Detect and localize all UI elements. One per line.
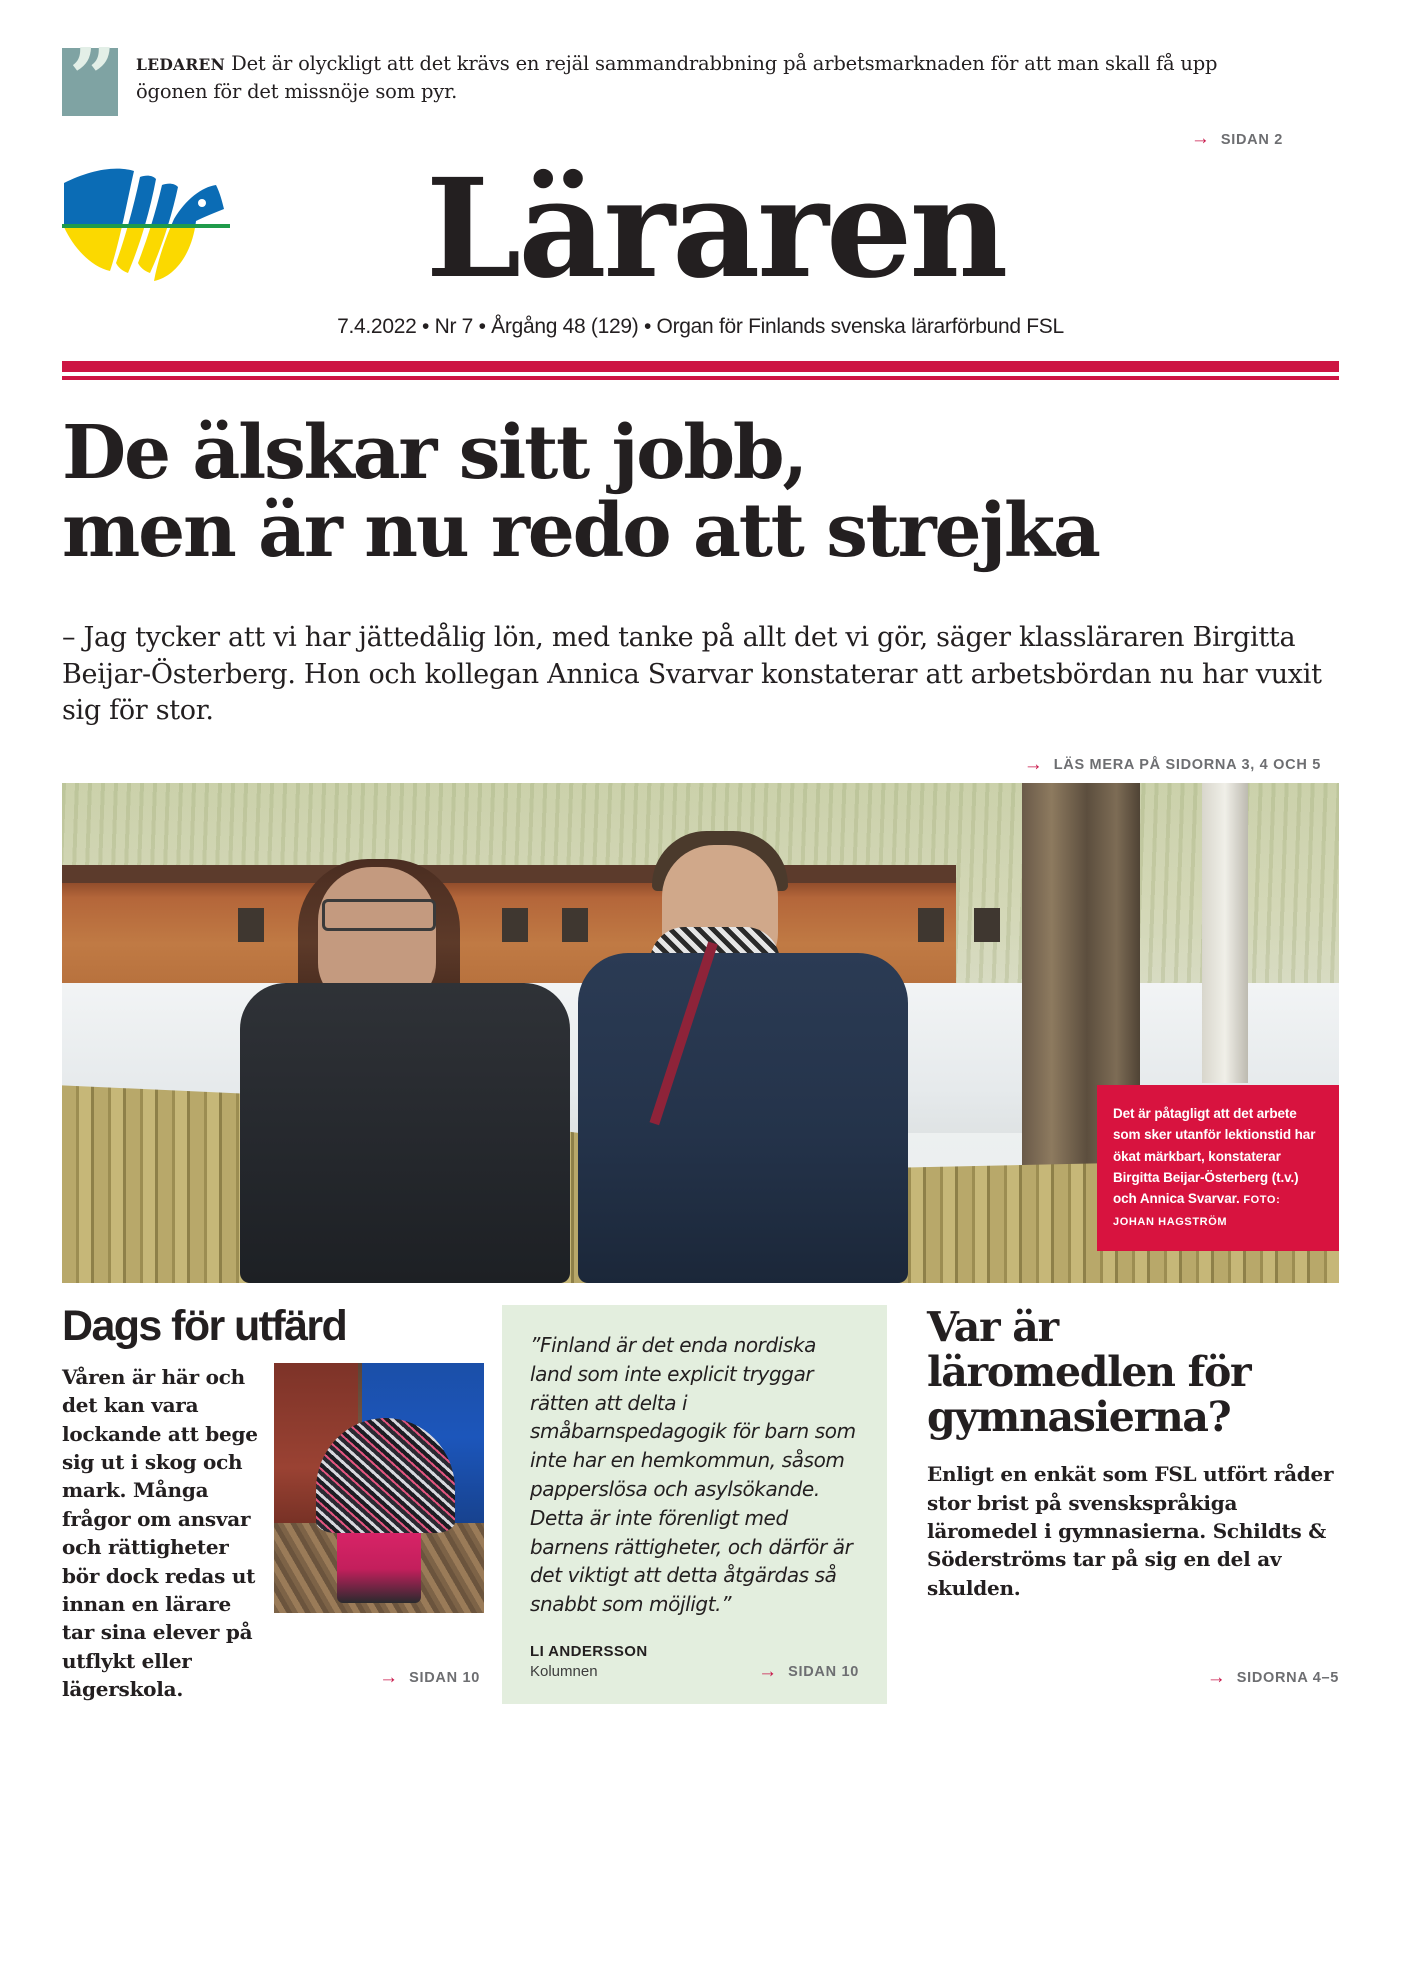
editorial-teaser-text [136,48,1226,105]
arrow-right-icon: → [1206,1666,1226,1688]
column-author-name: LI ANDERSSON [530,1642,648,1660]
teaser-left-flow [62,1363,480,1704]
photo-caption [1097,1085,1339,1251]
masthead [62,149,1339,309]
arrow-right-icon: → [1190,128,1210,149]
hero-person-right-coat [578,953,908,1283]
quote-mark-box [62,31,118,127]
masthead-title: Läraren [425,149,1006,309]
divider-rule-thick [62,361,1339,372]
editorial-body: Det är olyckligt att det krävs en rejäl sammandrabbning på arbetsmarknaden för att man skall få upp ögonen för det missnöje som pyr. [136,52,1218,103]
photo-credit: FOTO: JOHAN HAGSTRÖM [1113,1194,1281,1228]
pageref-label: SIDORNA 4–5 [1236,1670,1339,1687]
glasses-icon [322,899,436,931]
pageref-teaser-right[interactable] [1206,1666,1339,1688]
teaser-dags-for-utfard[interactable] [62,1301,502,1704]
hero-window [974,908,1000,942]
editorial-pageref-row [62,130,1339,149]
teaser-left-title: Dags för utfärd [62,1301,347,1350]
teaser-right-title-line-3: gymnasierna? [927,1393,1231,1442]
teaser-right-title-line-2: läromedlen för [927,1348,1251,1397]
hero-person-left-coat [240,983,570,1283]
bottom-teaser-row [62,1301,1339,1704]
editorial-kicker: LEDAREN [136,55,226,74]
headline-line-1: De älskar sitt jobb, [62,410,806,496]
hero-person-right [578,853,908,1283]
teaser-right-body: Enligt en enkät som FSL utfört råder stor brist på svenskspråkiga läromedel i gymnasierna. Schildts & Söderströms tar på sig en del av skulden. [927,1462,1334,1600]
hero-photo [62,783,1339,1283]
hero-window [918,908,944,942]
pageref-label: SIDAN 10 [409,1670,480,1687]
arrow-right-icon: → [758,1660,778,1682]
headline-line-2: men är nu redo att strejka [62,488,1099,575]
page-title [62,410,1339,575]
teaser-right-title [927,1302,1339,1442]
quote-icon: ” [69,31,115,127]
pageref-editorial[interactable] [1191,130,1283,149]
lead-standfirst: – Jag tycker att vi har jättedålig lön, med tanke på allt det vi gör, säger klassläraren Birgitta Beijar-Österberg. Hon och kollegan Annica Svarvar konstaterar att arbetsbördan nu har vuxit sig för stor. [62,622,1322,726]
pageref-label: SIDAN 10 [788,1664,859,1681]
lararen-bird-book-logo [62,163,230,299]
teaser-left-body: Våren är här och det kan vara lockande att bege sig ut i skog och mark. Många frågor om ansvar och rättigheter bör dock redas ut innan en lärare tar sina elever på utflykt eller lägerskola. [62,1364,258,1702]
pageref-lead-story[interactable] [1023,753,1321,775]
lead-pageref-row [62,753,1339,775]
teaser-left-thumbnail [274,1363,484,1613]
hero-person-left [240,883,570,1283]
teaser-right-title-line-1: Var är [927,1302,1058,1351]
pageref-teaser-left[interactable] [379,1666,480,1688]
pageref-teaser-middle[interactable] [758,1660,859,1682]
pageref-label: SIDAN 2 [1220,131,1283,148]
arrow-right-icon: → [1023,753,1043,775]
arrow-right-icon: → [379,1666,399,1688]
masthead-subline: 7.4.2022 • Nr 7 • Årgång 48 (129) • Organ för Finlands svenska lärarförbund FSL [337,315,1064,338]
column-author-role: Kolumnen [530,1662,598,1680]
divider-rule-thin [62,376,1339,380]
teaser-laromedel-gymnasierna[interactable] [887,1302,1339,1704]
column-quote-text: ”Finland är det enda nordiska land som inte explicit tryggar rätten att delta i småbarnspedagogik för barn som inte har en hemkommun, såsom papperslösa och asylsökande. Detta är inte förenligt med barnens rättigheter, och därför är det viktigt att detta åtgärdas så snabbt som möjligt.” [530,1332,856,1617]
pageref-label: LÄS MERA PÅ SIDORNA 3, 4 OCH 5 [1053,757,1321,774]
teaser-kolumnen-quote[interactable] [502,1305,887,1704]
hero-birch-trunk [1202,783,1248,1083]
photo-caption-text: Det är påtagligt att det arbete som sker utanför lektionstid har ökat märkbart, konstaterar Birgitta Beijar-Österberg (t.v.) och Annica Svarvar. [1113,1105,1316,1207]
editorial-teaser[interactable] [62,0,1339,127]
